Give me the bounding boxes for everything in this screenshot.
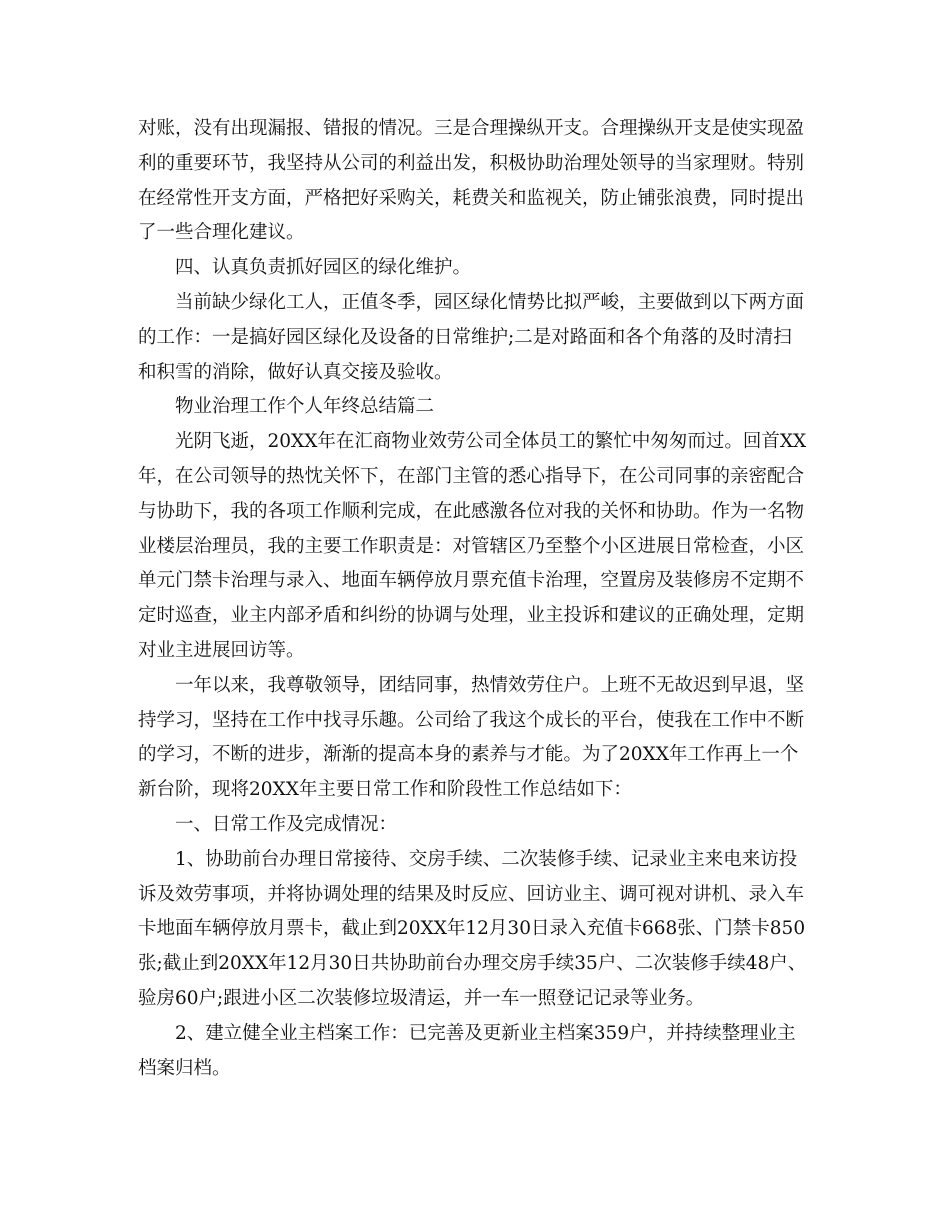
text-line: 1、协助前台办理日常接待、交房手续、二次装修手续、记录业主来电来访投 <box>175 848 798 870</box>
text-line: 了一些合理化建议。 <box>138 222 305 244</box>
text-line: 单元门禁卡治理与录入、地面车辆停放月票充值卡治理，空置房及装修房不定期不 <box>138 570 805 592</box>
text-line: 卡地面车辆停放月票卡，截止到20XX年12月30日录入充值卡668张、门禁卡850 <box>138 918 806 940</box>
text-line: 与协助下，我的各项工作顺利完成，在此感激各位对我的关怀和协助。作为一名物 <box>138 500 805 522</box>
text-line: 对业主进展回访等。 <box>138 639 305 661</box>
text-line: 四、认真负责抓好园区的绿化维护。 <box>175 257 472 279</box>
text-line: 一年以来，我尊敬领导，团结同事，热情效劳住户。上班不无故迟到早退，坚 <box>175 674 805 696</box>
text-line: 档案归档。 <box>138 1057 231 1079</box>
text-line: 一、日常工作及完成情况： <box>175 813 398 835</box>
text-line: 利的重要环节，我坚持从公司的利益出发，积极协助治理处领导的当家理财。特别 <box>138 152 805 174</box>
document-body <box>138 112 828 1086</box>
text-line: 张;截止到20XX年12月30日共协助前台办理交房手续35户、二次装修手续48户、 <box>138 953 807 975</box>
text-line: 光阴飞逝，20XX年在汇商物业效劳公司全体员工的繁忙中匆匆而过。回首XX <box>175 431 807 453</box>
text-line: 新台阶，现将20XX年主要日常工作和阶段性工作总结如下： <box>138 779 632 801</box>
text-line: 定时巡查，业主内部矛盾和纠纷的协调与处理，业主投诉和建议的正确处理，定期 <box>138 605 805 627</box>
text-line: 年，在公司领导的热忱关怀下，在部门主管的悉心指导下，在公司同事的亲密配合 <box>138 465 805 487</box>
text-line: 验房60户;跟进小区二次装修垃圾清运，并一车一照登记记录等业务。 <box>138 987 705 1009</box>
text-line: 对账，没有出现漏报、错报的情况。三是合理操纵开支。合理操纵开支是使实现盈 <box>138 118 805 139</box>
text-line: 诉及效劳事项，并将协调处理的结果及时反应、回访业主、调可视对讲机、录入车 <box>138 883 805 905</box>
text-line: 当前缺少绿化工人，正值冬季，园区绿化情势比拟严峻，主要做到以下两方面 <box>175 291 805 313</box>
text-line: 在经常性开支方面，严格把好采购关，耗费关和监视关，防止铺张浪费，同时提出 <box>138 187 805 209</box>
text-line: 和积雪的消除，做好认真交接及验收。 <box>138 361 453 383</box>
text-line: 持学习，坚持在工作中找寻乐趣。公司给了我这个成长的平台，使我在工作中不断 <box>138 709 805 731</box>
text-line: 业楼层治理员，我的主要工作职责是：对管辖区乃至整个小区进展日常检查，小区 <box>138 535 805 557</box>
text-line: 的学习，不断的进步，渐渐的提高本身的素养与才能。为了20XX年工作再上一个 <box>138 744 799 766</box>
text-line: 物业治理工作个人年终总结篇二 <box>175 396 435 418</box>
text-line: 的工作：一是搞好园区绿化及设备的日常维护;二是对路面和各个角落的及时清扫 <box>138 326 792 348</box>
text-line: 2、建立健全业主档案工作：已完善及更新业主档案359户，并持续整理业主 <box>175 1022 796 1044</box>
